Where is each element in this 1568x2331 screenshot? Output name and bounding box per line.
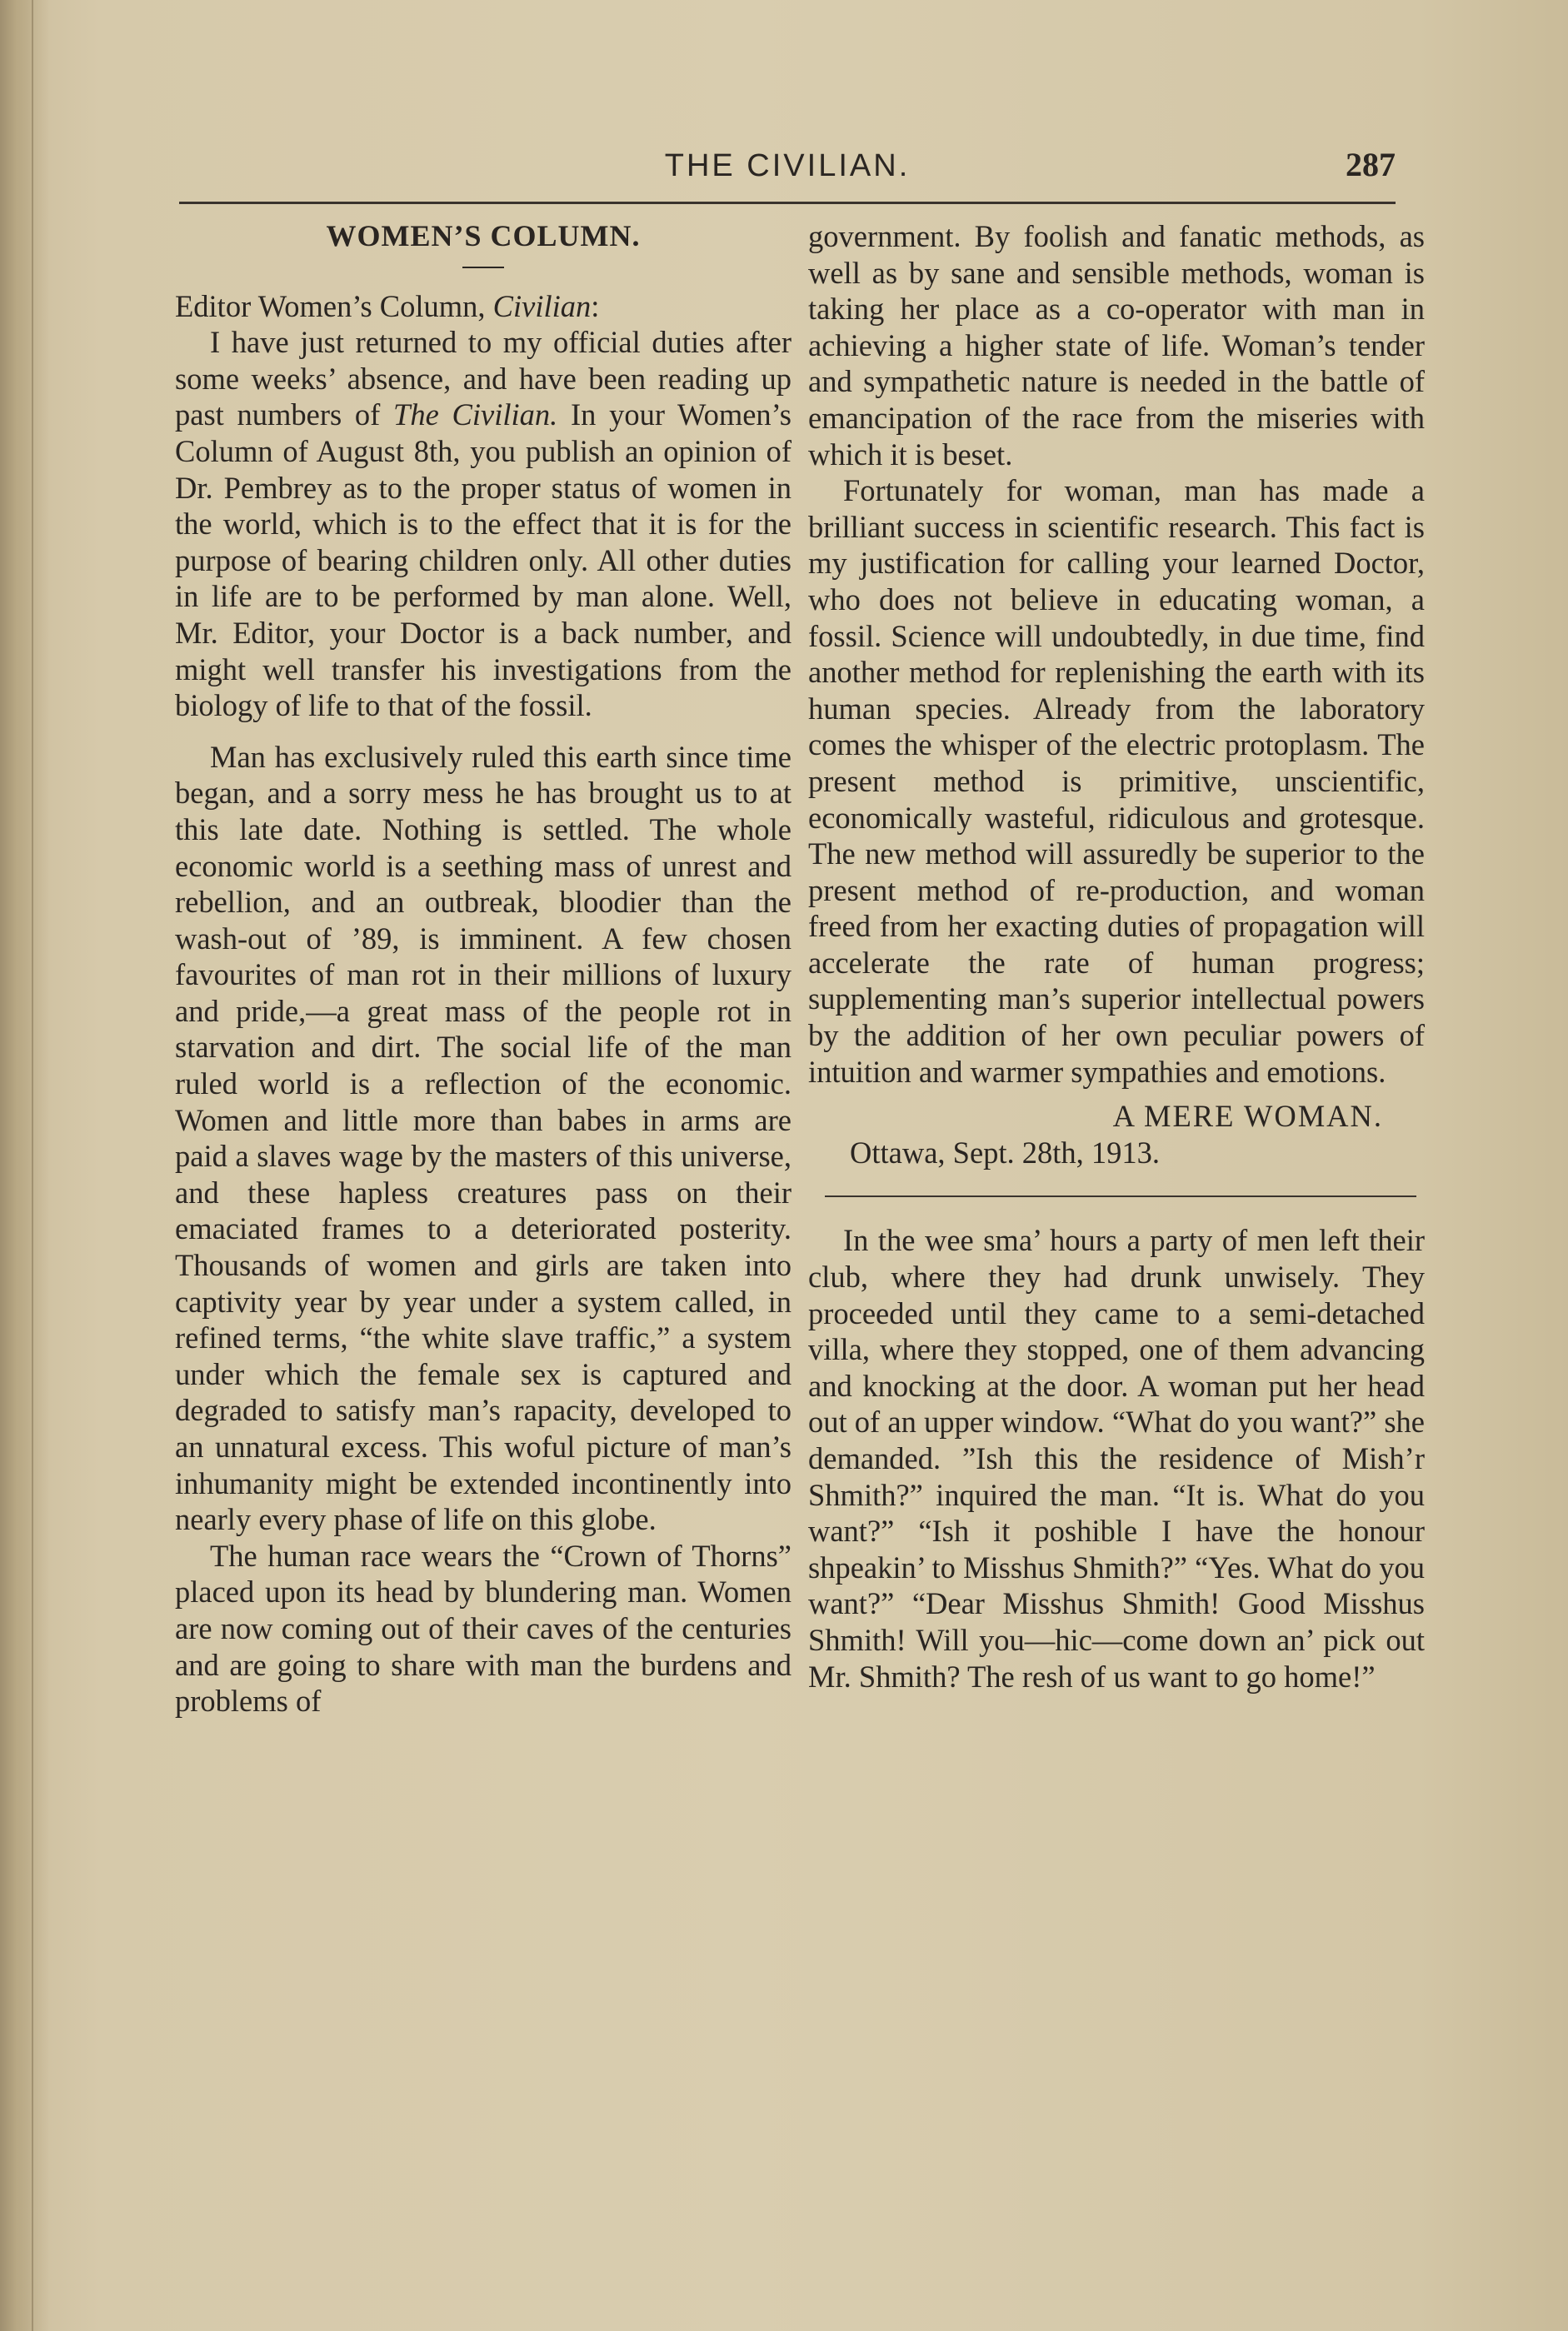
letter-signature: A MERE WOMAN. [1112, 1099, 1383, 1134]
heading-dash [462, 267, 504, 268]
binding-edge [32, 0, 33, 2331]
header-rule [179, 202, 1396, 204]
letter-dateline: Ottawa, Sept. 28th, 1913. [850, 1135, 1161, 1170]
column-heading: WOMEN’S COLUMN. [326, 219, 641, 252]
letter-paragraph-2: Man has exclusively ruled this earth since time began, and a sorry mess he has brought us to at this late date. Nothing is settled. The whole economic world is a seething mass of unrest and rebellion, and an outbreak, bloodier than the wash-out of ’89, is imminent. A few chosen favourites of man rot in their millions of luxury and pride,—a great mass of the people rot in starvation and dirt. The social life of the man ruled world is a reflection of the economic. Women and little more than babes in arms are paid a slaves wage by the masters of this universe, and these hapless creatures pass on their emaciated frames to a deteriorated posterity. Thousands of women and girls are taken into captivity year by year under a system called, in refined terms, “the white slave traffic,” a system under which the female sex is captured and degraded to satisfy man’s rapacity, developed to an unnatural excess. This woful picture of man’s inhumanity might be extended incontinently into nearly every phase of life on this globe. [175, 739, 791, 1537]
left-column [175, 218, 791, 1720]
salutation-publication: Civilian [492, 288, 592, 323]
binding-shadow [0, 0, 50, 2331]
running-title: THE CIVILIAN. [664, 148, 911, 183]
letter-paragraph-4: Fortunately for woman, man has made a brilliant success in scientific research. This fact is my justification for calling your learned Doctor, who does not believe in educating woman, a fossil. Science will undoubtedly, in due time, find another method for replenishing the earth with its human species. Already from the laboratory comes the whisper of the electric protoplasm. The present method is primitive, unscientific, economically wasteful, ridiculous and grotesque. The new method will assuredly be superior to the present method of re-production, and woman freed from her exacting duties of propagation will accelerate the rate of human progress; supplementing man’s superior intellectual powers by the addition of her own peculiar powers of intuition and warmer sympathies and emotions. [808, 473, 1425, 1089]
anecdote-paragraph: In the wee sma’ hours a party of men left their club, where they had drunk unwisely. They proceeded until they came to a semi-detached villa, where they stopped, one of them advancing and knocking at the door. A woman put her head out of an upper window. “What do you want?” she demanded. ”Ish this the residence of Mish’r Shmith?” inquired the man. “It is. What do you want?” “Ish it poshible I have the honour shpeakin’ to Misshus Shmith?” “Yes. What do you want?” “Dear Misshus Shmith! Good Misshus Shmith! Will you—hic—come down an’ pick out Mr. Shmith? The resh of us want to go home!” [808, 1223, 1425, 1694]
page-header [179, 148, 1396, 190]
paragraph-1-italic-title: The Civilian. [393, 397, 558, 432]
letter-paragraph-3: The human race wears the “Crown of Thorns” placed upon its head by blundering man. Women are now coming out of their caves of the centuries and are going to share with man the burdens and problems of [175, 1538, 791, 1719]
paragraph-1-text-b: In your Women’s Column of August 8th, you publish an opinion of Dr. Pembrey as to the proper status of women in the world, which is to the effect that it is for the purpose of bearing children only. All other duties in life are to be performed by man alone. Well, Mr. Editor, your Doctor is a back number, and might well transfer his investigations from the biology of life to that of the fossil. [175, 397, 792, 723]
letter-salutation [175, 288, 791, 325]
paragraph-gap [175, 724, 791, 739]
section-divider [825, 1195, 1416, 1197]
letter-paragraph-1 [175, 324, 791, 724]
paragraph-1-text-a: I have just returned to my official duties after some weeks’ absence, and have been reading up past numbers of [175, 325, 791, 432]
page-number: 287 [1346, 146, 1396, 183]
salutation-prefix: Editor Women’s Column, [175, 288, 493, 323]
right-column [808, 218, 1425, 1695]
letter-paragraph-3-continued: government. By foolish and fanatic methods, as well as by sane and sensible methods, woman is taking her place as a co-operator with man in achieving a higher state of life. Woman’s tender and sympathetic nature is needed in the battle of emancipation of the race from the miseries with which it is beset. [808, 219, 1425, 472]
salutation-suffix: : [591, 288, 600, 323]
